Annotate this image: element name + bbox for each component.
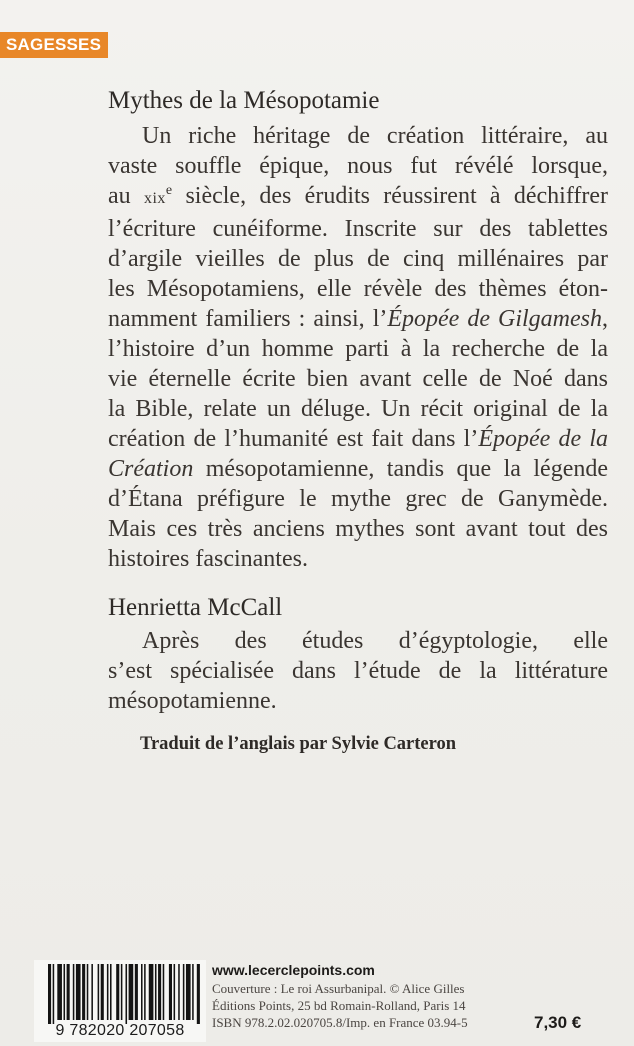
summary-fragment: au [108,183,131,209]
barcode-bars [34,960,206,1024]
barcode-bar [144,964,146,1020]
summary-line [108,454,608,484]
bio-line: mésopotamienne. [108,688,277,714]
barcode-bar [67,964,70,1020]
summary-fragment: mésopotamienne, tandis que la légende [205,456,608,482]
summary-line: les Mésopotamiens, elle révèle des thèmes éton- [108,276,608,302]
summary-line: histoires fascinantes. [108,546,308,572]
barcode-bar [121,964,123,1020]
barcode-bar [53,964,55,1024]
summary-line: vaste souffle épique, nous fut révélé lorsque, [108,153,608,179]
summary-line: Mais ces très anciens mythes sont avant tout des [108,516,608,542]
isbn-line: ISBN 978.2.02.020705.8/Imp. en France 03.94-5 [212,1015,468,1030]
barcode-bar [64,964,66,1020]
barcode-bar [76,964,81,1020]
barcode-bar [48,964,51,1024]
publisher-address: Éditions Points, 25 bd Romain-Rolland, Paris 14 [212,998,466,1013]
barcode-bar [141,964,143,1020]
barcode-bar [149,964,154,1020]
barcode-bar [186,964,191,1020]
barcode-bar [116,964,119,1020]
barcode-bar [163,964,165,1020]
summary-line: l’écriture cunéiforme. Inscrite sur des tablettes [108,216,608,242]
barcode-bar [197,964,200,1024]
publisher-website: www.lecerclepoints.com [212,962,375,978]
barcode-bar [87,964,89,1020]
work-title-gilgamesh: Épopée de Gilgamesh [387,306,603,332]
summary-line [108,424,608,454]
barcode-bar [98,964,100,1020]
summary-line: la Bible, relate un déluge. Un récit original de la [108,396,608,422]
barcode-digits: 9 782020 207058 [55,1022,185,1039]
author-bio [108,626,608,716]
barcode-bar [178,964,180,1020]
barcode-bar [91,964,93,1020]
imprint-block [212,980,468,1031]
summary-line: l’histoire d’un homme parti à la recherche de la [108,336,608,362]
barcode-bar [126,964,128,1024]
summary-fragment: siècle, des érudits réussirent à déchiffrer [185,183,609,209]
summary-line [108,181,608,214]
series-badge [0,32,108,58]
author-name: Henrietta McCall [108,594,283,621]
barcode-bar [135,964,138,1020]
work-title-creation: Création [108,456,194,482]
century-suffix: e [165,183,173,198]
barcode [34,960,206,1042]
summary-line: d’argile vieilles de plus de cinq millénaires par [108,246,608,272]
barcode-bar [73,964,75,1020]
summary-fragment: création de l’humanité est fait dans l’ [108,426,479,452]
work-title-creation: Épopée de la [478,426,608,452]
summary-fragment: namment familiers : ainsi, l’ [108,306,388,332]
barcode-bar [192,964,194,1020]
book-title: Mythes de la Mésopotamie [108,87,380,114]
translator-credit: Traduit de l’anglais par Sylvie Carteron [140,734,457,754]
bio-line: s’est spécialisée dans l’étude de la littérature [108,658,608,684]
barcode-bar [129,964,134,1020]
barcode-bar [101,964,104,1020]
bio-line: Après des études d’égyptologie, elle [142,628,608,654]
cover-credit: Couverture : Le roi Assurbanipal. © Alice Gilles [212,981,465,996]
barcode-bar [158,964,161,1020]
summary-line: d’Étana préfigure le mythe grec de Ganymède. [108,486,608,512]
barcode-bar [183,964,185,1020]
price: 7,30 € [534,1013,582,1032]
summary-fragment: , [602,306,609,332]
barcode-bar [57,964,62,1020]
barcode-bar [107,964,109,1020]
barcode-bar [155,964,157,1020]
barcode-bar [82,964,85,1020]
barcode-bar [174,964,176,1020]
summary-line: Un riche héritage de création littéraire, au [142,123,608,149]
summary-line [108,304,608,334]
barcode-bar [169,964,172,1020]
series-badge-label: SAGESSES [6,35,102,54]
book-summary [108,121,608,574]
century-numeral: xix [143,190,166,207]
summary-line: vie éternelle écrite bien avant celle de Noé dans [108,366,608,392]
barcode-bar [110,964,112,1020]
